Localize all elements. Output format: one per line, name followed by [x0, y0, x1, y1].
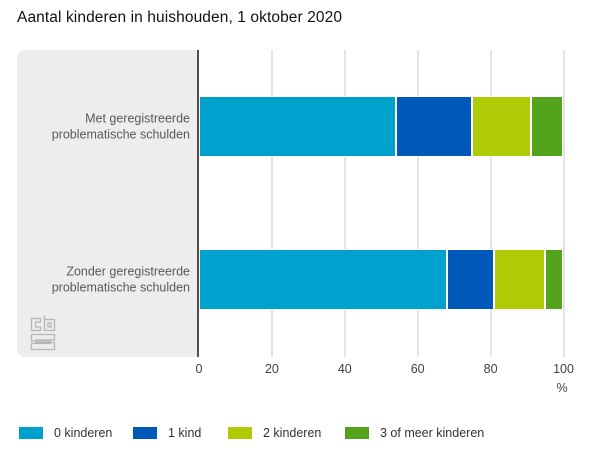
bar-1	[199, 249, 564, 310]
bar-segment[interactable]	[447, 249, 494, 310]
legend-item-0[interactable]	[19, 426, 112, 440]
bar-segment[interactable]	[545, 249, 563, 310]
bar-segment[interactable]	[531, 96, 564, 157]
category-label-0: Met geregistreerde problematische schulden	[51, 111, 190, 142]
plot-area	[199, 50, 605, 357]
legend-item-1[interactable]	[133, 426, 201, 440]
legend-item-2[interactable]	[228, 426, 321, 440]
bar-segment[interactable]	[494, 249, 545, 310]
bar-0	[199, 96, 564, 157]
legend-swatch-icon	[19, 427, 43, 439]
legend-swatch-icon	[345, 427, 369, 439]
category-label-panel	[17, 50, 197, 357]
legend-item-3[interactable]	[345, 426, 484, 440]
cbs-logo-icon	[28, 314, 57, 351]
x-axis	[195, 362, 605, 378]
bar-segment[interactable]	[472, 96, 530, 157]
bar-segment[interactable]	[199, 249, 447, 310]
legend-label: 2 kinderen	[263, 426, 322, 440]
legend-label: 1 kind	[168, 426, 202, 440]
x-tick-label-0: 0	[195, 362, 203, 376]
legend	[0, 426, 609, 446]
x-tick-label-80: 80	[483, 362, 498, 376]
bar-segment[interactable]	[199, 96, 396, 157]
x-tick-label-60: 60	[410, 362, 425, 376]
legend-swatch-icon	[133, 427, 157, 439]
legend-swatch-icon	[228, 427, 252, 439]
legend-label: 0 kinderen	[54, 426, 113, 440]
legend-label: 3 of meer kinderen	[380, 426, 485, 440]
x-tick-label-100: 100	[553, 362, 574, 376]
x-axis-unit-label: %	[556, 381, 568, 395]
bar-segment[interactable]	[396, 96, 473, 157]
category-label-1: Zonder geregistreerde problematische schulden	[51, 264, 190, 295]
chart-title: Aantal kinderen in huishouden, 1 oktober 2020	[17, 9, 343, 26]
x-tick-label-40: 40	[337, 362, 352, 376]
x-tick-label-20: 20	[264, 362, 279, 376]
